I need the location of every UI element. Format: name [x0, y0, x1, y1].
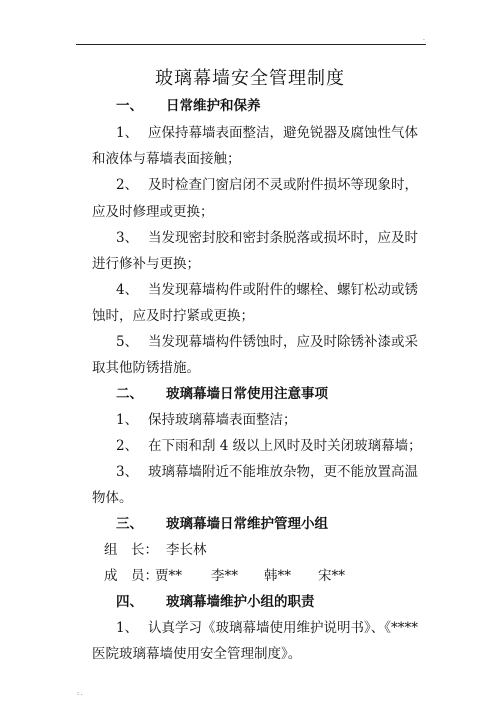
leader-label: 组 长：: [104, 542, 158, 558]
item-2-2-number: 2、: [116, 438, 139, 454]
item-2-3-number: 3、: [116, 464, 139, 480]
item-1-5-line1: 当发现幕墙构件锈蚀时，应及时除锈补漆或采: [148, 334, 418, 350]
item-1-4-line1: 当发现幕墙构件或附件的螺栓、螺钉松动或锈: [148, 282, 418, 298]
item-4-1-number: 1、: [116, 620, 139, 636]
item-1-3-line2: 进行修补与更换；: [92, 256, 200, 272]
member-1: 贾**: [155, 568, 182, 584]
members-label: 成 员：: [104, 568, 158, 584]
item-1-4-line2: 蚀时，应及时拧紧或更换；: [92, 308, 254, 324]
item-1-1-line1: 应保持幕墙表面整洁，避免锐器及腐蚀性气体: [148, 125, 418, 141]
member-3: 韩**: [264, 568, 291, 584]
footer-mark: : .: [77, 690, 83, 697]
item-1-3-number: 3、: [116, 230, 139, 246]
section-4-title: 玻璃幕墙维护小组的职责: [166, 594, 315, 610]
section-3-number: 三、: [116, 516, 143, 532]
section-3-title: 玻璃幕墙日常维护管理小组: [166, 516, 328, 532]
header-mark: .: [423, 35, 425, 42]
item-1-2-line2: 应及时修理或更换；: [92, 204, 214, 220]
member-4: 宋**: [318, 568, 345, 584]
member-2: 李**: [211, 568, 238, 584]
leader-name: 李长林: [166, 542, 207, 558]
section-1-title: 日常维护和保养: [166, 98, 261, 114]
item-2-1-line1: 保持玻璃幕墙表面整洁；: [148, 412, 297, 428]
item-4-1-line1: 认真学习《玻璃幕墙使用维护说明书》、《****: [148, 620, 418, 636]
item-1-4-number: 4、: [116, 282, 139, 298]
header-rule: [76, 44, 426, 45]
page-title: 玻璃幕墙安全管理制度: [155, 68, 345, 89]
section-2-title: 玻璃幕墙日常使用注意事项: [166, 386, 328, 402]
item-1-5-line2: 取其他防锈措施。: [92, 360, 200, 376]
item-1-5-number: 5、: [116, 334, 139, 350]
item-2-1-number: 1、: [116, 412, 139, 428]
item-1-1-line2: 和液体与幕墙表面接触；: [92, 151, 241, 167]
item-4-1-line2: 医院玻璃幕墙使用安全管理制度》。: [92, 646, 302, 662]
section-2-number: 二、: [116, 386, 143, 402]
item-2-3-line2: 物体。: [92, 490, 133, 506]
section-1-number: 一、: [116, 98, 143, 114]
item-1-2-number: 2、: [116, 177, 139, 193]
item-2-3-line1: 玻璃幕墙附近不能堆放杂物，更不能放置高温: [148, 464, 418, 480]
item-1-1-number: 1、: [116, 125, 139, 141]
item-1-2-line1: 及时检查门窗启闭不灵或附件损坏等现象时，: [148, 177, 418, 193]
item-1-3-line1: 当发现密封胶和密封条脱落或损坏时，应及时: [148, 230, 418, 246]
section-4-number: 四、: [116, 594, 143, 610]
item-2-2-line1: 在下雨和刮 4 级以上风时及时关闭玻璃幕墙；: [148, 438, 422, 454]
